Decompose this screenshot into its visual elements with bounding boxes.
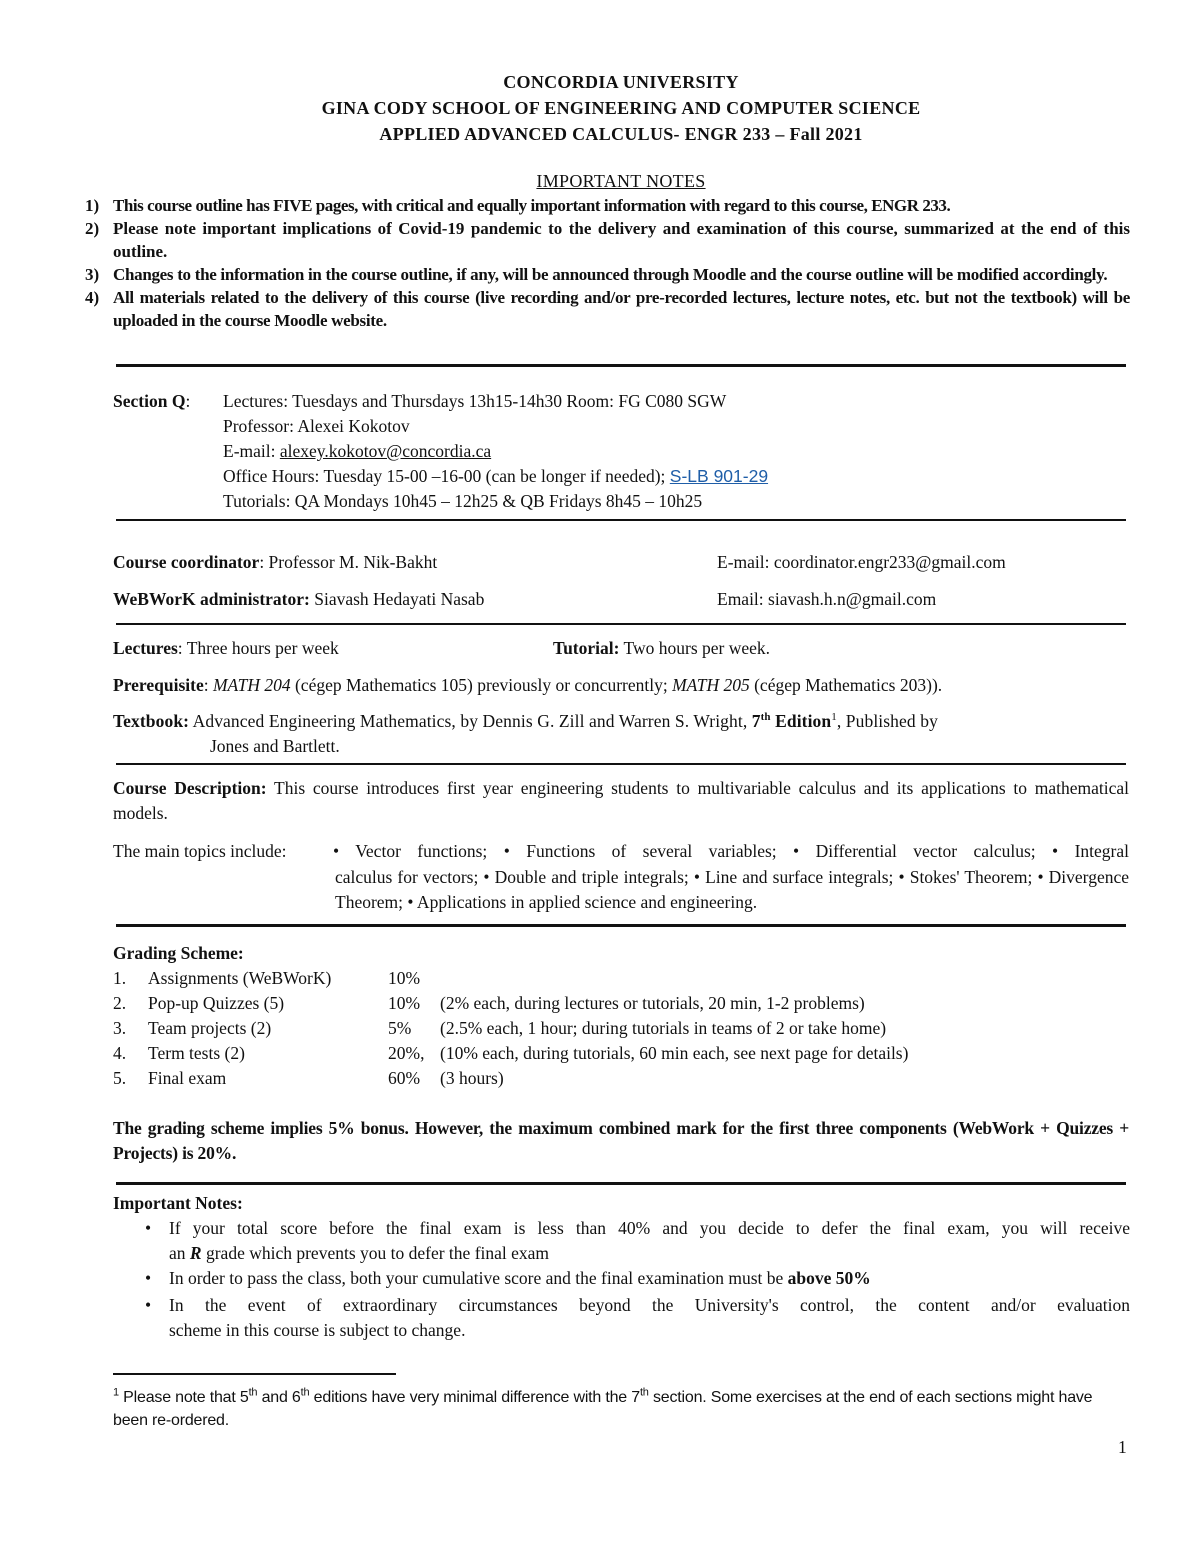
description-label: Course Description:	[113, 778, 267, 798]
grade-detail: (2% each, during lectures or tutorials, 20 min, 1-2 problems)	[440, 993, 865, 1013]
note-number: 4)	[85, 288, 100, 307]
office-hours-text: Office Hours: Tuesday 15-00 –16-00 (can be longer if needed);	[223, 466, 670, 486]
prerequisite-part2: (cégep Mathematics 203)).	[749, 675, 943, 695]
math205: MATH 205	[672, 675, 750, 695]
note-text: All materials related to the delivery of this course (live recording and/or pre-recorded lectures, lecture notes, etc. but not the textbook) will be uploaded in the course Moodle website.	[113, 288, 1130, 330]
grade-num: 1.	[113, 968, 127, 988]
section-professor: Professor: Alexei Kokotov	[223, 416, 410, 436]
bullet-text: In the event of extraordinary circumstances beyond the University's control, the content and/or evaluation	[169, 1295, 1130, 1315]
textbook-title: Advanced Engineering Mathematics, by Dennis G. Zill and Warren S. Wright,	[189, 711, 752, 731]
bullet-dot: •	[145, 1295, 152, 1315]
divider	[116, 763, 1126, 765]
math204: MATH 204	[212, 675, 291, 695]
bullet-text-cont: scheme in this course is subject to change.	[169, 1320, 466, 1340]
tutorial-hours	[553, 636, 770, 660]
bullet-text: If your total score before the final exam is less than 40% and you decide to defer the final exam, you will receive	[169, 1218, 1130, 1238]
footnote-separator	[113, 1373, 396, 1375]
section-label: Section Q:	[113, 391, 191, 411]
lectures-label: Lectures	[113, 638, 178, 658]
textbook-publisher-cont: Jones and Bartlett.	[210, 736, 340, 756]
grade-num: 2.	[113, 993, 127, 1013]
grade-row	[113, 966, 1129, 990]
grade-weight: 20%,	[388, 1043, 425, 1063]
bullet-dot: •	[145, 1218, 152, 1238]
footnote-text: Please note that 5	[118, 1389, 249, 1406]
edition-word: Edition	[770, 711, 832, 731]
footnote-sup: th	[300, 1386, 310, 1399]
important-notes-list	[85, 194, 1130, 332]
grade-detail: (3 hours)	[440, 1068, 504, 1088]
bullet-text-cont	[145, 1241, 1130, 1266]
note-bullet-cont	[145, 1318, 1130, 1343]
lecture-hours	[113, 636, 339, 660]
professor-email-link[interactable]: alexey.kokotov@concordia.ca	[279, 441, 492, 461]
grade-num: 5.	[113, 1068, 127, 1088]
footnote	[113, 1386, 1129, 1432]
office-room-link[interactable]: S-LB 901-29	[669, 466, 769, 486]
grade-row	[113, 1041, 1129, 1065]
course-title: APPLIED ADVANCED CALCULUS- ENGR 233 – Fall 2021	[379, 124, 863, 144]
grade-weight: 5%	[388, 1018, 412, 1038]
lectures-value: : Three hours per week	[177, 638, 339, 658]
section-tutorials: Tutorials: QA Mondays 10h45 – 12h25 & QB Fridays 8h45 – 10h25	[223, 491, 703, 511]
divider	[116, 519, 1126, 521]
edition-sup: th	[760, 711, 771, 724]
webwork-label: WeBWorK administrator:	[113, 589, 310, 609]
prerequisite-sep: :	[203, 675, 213, 695]
university-name: CONCORDIA UNIVERSITY	[503, 72, 739, 92]
pass-threshold: above 50%	[787, 1268, 871, 1288]
grade-row	[113, 991, 1129, 1015]
important-notes-title	[113, 171, 1129, 192]
note-item	[85, 194, 1130, 217]
textbook-label: Textbook:	[113, 711, 190, 731]
note-text: This course outline has FIVE pages, with critical and equally important information with regard to this course, ENGR 233.	[113, 196, 951, 215]
note-bullet	[145, 1216, 1130, 1241]
divider	[116, 623, 1126, 625]
grade-num: 3.	[113, 1018, 127, 1038]
bonus-note: The grading scheme implies 5% bonus. However, the maximum combined mark for the first three components (WebWork + Quizzes + Projects) is 20%.	[113, 1118, 1129, 1163]
note-number: 3)	[85, 265, 100, 284]
bullet-dot: •	[145, 1268, 152, 1288]
note-text: Please note important implications of Covid-19 pandemic to the delivery and examination of this course, summarized at the end of this outline.	[113, 219, 1130, 261]
grade-item: Pop-up Quizzes (5)	[148, 993, 285, 1013]
topics-line1: • Vector functions; • Functions of several variables; • Differential vector calculus; • Integral	[333, 841, 1129, 861]
footnote-text: section. Some exercises at the end of each sections might have been re-ordered.	[113, 1389, 1093, 1429]
email-label: E-mail:	[223, 441, 280, 461]
footnote-text: editions have very minimal difference with the 7	[309, 1389, 640, 1406]
course-description	[113, 776, 1129, 826]
bullet-pre: In order to pass the class, both your cumulative score and the final examination must be	[169, 1268, 788, 1288]
grade-num: 4.	[113, 1043, 127, 1063]
grade-item: Final exam	[148, 1068, 227, 1088]
course-coordinator	[113, 550, 437, 574]
page-number: 1	[1118, 1437, 1127, 1457]
grade-weight: 10%	[388, 993, 421, 1013]
grading-title: Grading Scheme:	[113, 943, 244, 963]
webwork-email: Email: siavash.h.n@gmail.com	[717, 589, 937, 609]
webwork-name: Siavash Hedayati Nasab	[309, 589, 485, 609]
section-lectures: Lectures: Tuesdays and Thursdays 13h15-14h30 Room: FG C080 SGW	[223, 391, 727, 411]
grade-weight: 10%	[388, 968, 421, 988]
divider	[116, 364, 1126, 367]
topics-label: The main topics include:	[113, 841, 287, 861]
grade-item: Term tests (2)	[148, 1043, 245, 1063]
tutorial-label: Tutorial:	[553, 638, 620, 658]
tutorial-value: Two hours per week.	[619, 638, 771, 658]
bullet-pre: an	[169, 1243, 190, 1263]
textbook-publisher: , Published by	[836, 711, 938, 731]
grade-detail: (2.5% each, 1 hour; during tutorials in teams of 2 or take home)	[440, 1018, 887, 1038]
prerequisite-label: Prerequisite	[113, 675, 204, 695]
note-bullet-cont	[145, 1241, 1130, 1266]
grade-item: Team projects (2)	[148, 1018, 272, 1038]
section-label-text: Section Q	[113, 391, 186, 411]
note-number: 1)	[85, 196, 100, 215]
important-notes-2-title: Important Notes:	[113, 1193, 243, 1213]
footnote-text: and 6	[257, 1389, 301, 1406]
footnote-sup: th	[248, 1386, 258, 1399]
footnote-number: 1	[113, 1386, 119, 1399]
grade-weight: 60%	[388, 1068, 421, 1088]
note-item	[85, 286, 1130, 332]
divider	[116, 924, 1126, 927]
section-office-hours	[223, 464, 768, 488]
footnote-sup: th	[639, 1386, 649, 1399]
note-bullet	[145, 1266, 1130, 1291]
coordinator-label: Course coordinator	[113, 552, 260, 572]
coordinator-email: E-mail: coordinator.engr233@gmail.com	[717, 552, 1006, 572]
grade-item: Assignments (WeBWorK)	[148, 968, 332, 988]
grade-detail: (10% each, during tutorials, 60 min each, see next page for details)	[440, 1043, 909, 1063]
school-name: GINA CODY SCHOOL OF ENGINEERING AND COMPUTER SCIENCE	[321, 98, 921, 118]
edition-number: 7	[751, 711, 761, 731]
prerequisite-part1: (cégep Mathematics 105) previously or concurrently;	[290, 675, 673, 695]
textbook	[113, 709, 938, 733]
grade-row	[113, 1066, 1129, 1090]
divider	[116, 1182, 1126, 1185]
important-notes-heading: IMPORTANT NOTES	[536, 171, 706, 191]
section-email	[223, 439, 491, 463]
grade-row	[113, 1016, 1129, 1040]
r-grade: R	[189, 1243, 202, 1263]
webwork-admin	[113, 587, 484, 611]
note-item	[85, 263, 1130, 286]
note-number: 2)	[85, 219, 100, 238]
note-text: Changes to the information in the course outline, if any, will be announced through Moodle and the course outline will be modified accordingly.	[113, 265, 1108, 284]
description-text: This course introduces first year engineering students to multivariable calculus and its applications to mathematical models.	[113, 778, 1130, 823]
bullet-post: grade which prevents you to defer the final exam	[201, 1243, 550, 1263]
note-item	[85, 217, 1130, 263]
footnote-ref: 1	[831, 711, 837, 724]
note-bullet	[145, 1293, 1130, 1318]
bullet-text	[145, 1266, 1130, 1291]
prerequisite	[113, 673, 942, 697]
topics-rest: calculus for vectors; • Double and triple integrals; • Line and surface integrals; • Stokes' Theorem; • Divergence Theorem; • Applications in applied science and engineering.	[335, 867, 1129, 912]
coordinator-name: : Professor M. Nik-Bakht	[259, 552, 438, 572]
